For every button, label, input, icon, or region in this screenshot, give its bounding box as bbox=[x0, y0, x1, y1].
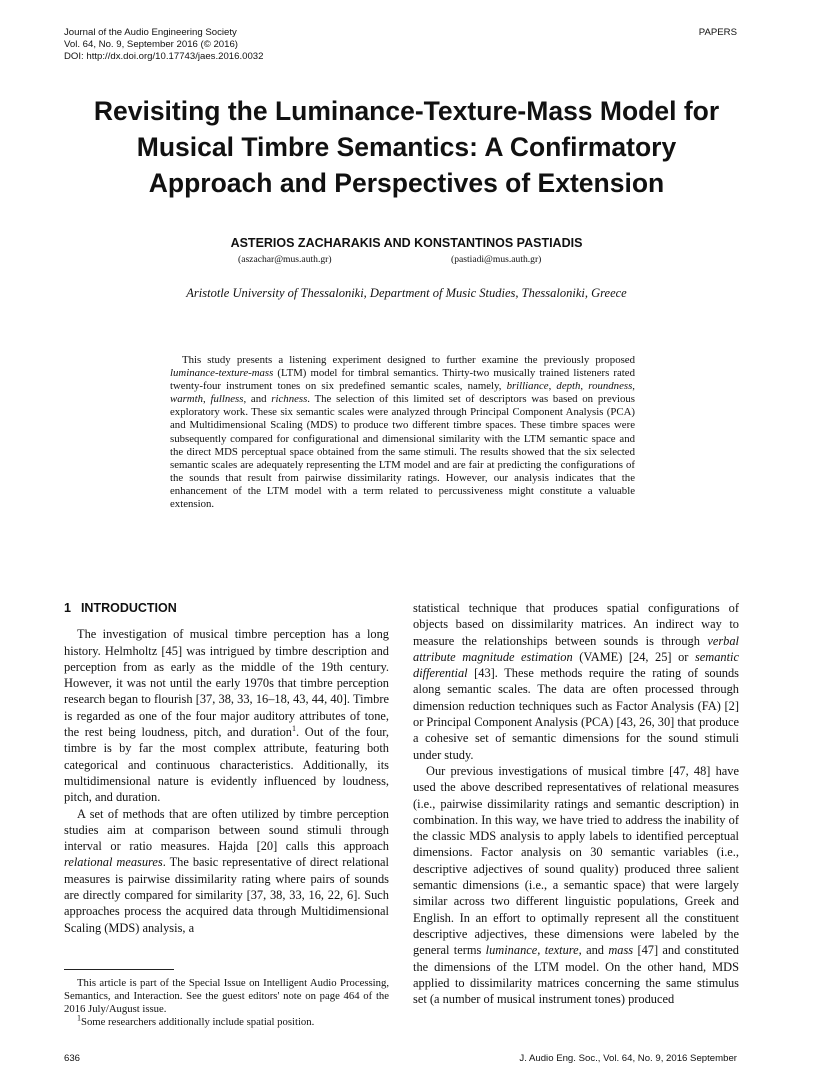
footnote: This article is part of the Special Issue on Intelligent Audio Processing, Semantics, and Interaction. See the guest editors' note on page 464 of the 2016 July/August issue. bbox=[64, 977, 389, 1015]
abstract bbox=[170, 354, 635, 511]
abstract-paragraph: This study presents a listening experiment designed to further examine the previously proposed luminance-texture-mass (LTM) model for timbral semantics. Thirty-two musically trained listeners rated twenty-four instrument tones on six predefined semantic scales, namely, brilliance, depth, roundness, warmth, fullness, and richness. The selection of this limited set of descriptors was based on previous exploratory work. These six semantic scales were analyzed through Principal Component Analysis (PCA) and Multidimensional Scaling (MDS) to produce two different timbre spaces. These timbre spaces were subsequently compared for configurational and dimensional similarity with the LTM semantic space and the direct MDS perceptual space obtained from the same stimuli. The results showed that the six selected semantic scales are adequately representing the LTM model and are fair at predicting the configurations of the sounds that result from pairwise dissimilarity ratings. However, our analysis indicates that the enhancement of the LTM model with a term related to percussiveness might constitute a valuable extension. bbox=[170, 354, 636, 511]
title-line: Revisiting the Luminance-Texture-Mass Model for bbox=[93, 96, 720, 126]
paper-title bbox=[40, 93, 773, 201]
body-paragraph: The investigation of musical timbre perception has a long history. Helmholtz [45] was intrigued by timbre description and perception from as early as the middle of the 19th century. However, it was not until the early 1970s that timbre perception research began to flourish [37, 38, 33, 16–18, 43, 44, 40]. Timbre is regarded as one of the four major auditory attributes of tone, the rest being loudness, pitch, and duration$^1$. Out of the four, timbre is by far the most complex attribute, featuring both categorical and continuous characteristics. Additionally, its multidimensional nature is evidently influenced by loudness, pitch, and duration. bbox=[64, 627, 389, 805]
body-paragraph: Our previous investigations of musical timbre [47, 48] have used the above described representatives of relational measures (i.e., pairwise dissimilarity ratings and semantic description) in combination. In this way, we have tried to address the inability of the classic MDS analysis to apply labels to identified perceptual dimensions. Factor analysis on 30 semantic variables (i.e., descriptive adjectives of sound quality) produced three salient semantic dimensions (i.e., a semantic space) that were largely similar across two different linguistic populations, Greek and English. In an effort to optimally represent all the constituent descriptive adjectives, these dimensions were labeled by the general terms luminance, texture, and mass [47] and constituted the dimensions of the LTM model. On the other hand, MDS applied to dissimilarity matrices concerning the same stimulus set (a number of musical instrument tones) produced bbox=[413, 763, 739, 1007]
body-column-left bbox=[64, 600, 389, 936]
journal-name: Journal of the Audio Engineering Society bbox=[64, 27, 237, 38]
journal-doi: DOI: http://dx.doi.org/10.17743/jaes.2016.0032 bbox=[64, 51, 264, 62]
body-paragraph: statistical technique that produces spatial configurations of objects based on dissimilarity matrices. An indirect way to measure the relationships between sounds is through verbal attribute magnitude estimation (VAME) [24, 25] or semantic differential [43]. These methods require the rating of sounds along semantic scales. The data are often processed through dimension reduction techniques such as Factor Analysis (FA) [2] or Principal Component Analysis (PCA) [43, 26, 30] that produce a cohesive set of semantic dimensions for the sound stimuli under study. bbox=[413, 601, 739, 762]
section-number: 1 bbox=[64, 601, 71, 615]
descriptor-term: roundness bbox=[588, 380, 633, 393]
footnote-marker: 1 bbox=[292, 723, 296, 733]
descriptor-term: richness bbox=[271, 393, 308, 406]
descriptor-term: brilliance bbox=[506, 380, 549, 393]
journal-volume: Vol. 64, No. 9, September 2016 (© 2016) bbox=[64, 39, 238, 50]
footer-citation: J. Audio Eng. Soc., Vol. 64, No. 9, 2016 September bbox=[519, 1053, 737, 1064]
body-column-right bbox=[413, 600, 739, 1007]
author-email-2: (pastiadi@mus.auth.gr) bbox=[451, 254, 542, 265]
section-label: PAPERS bbox=[698, 27, 737, 38]
section-title: INTRODUCTION bbox=[80, 601, 177, 615]
title-line: Approach and Perspectives of Extension bbox=[148, 168, 665, 198]
page-number: 636 bbox=[64, 1053, 81, 1064]
author-email-1: (aszachar@mus.auth.gr) bbox=[238, 254, 332, 265]
title-line: Musical Timbre Semantics: A Confirmatory bbox=[136, 132, 677, 162]
descriptor-term: warmth bbox=[170, 393, 203, 406]
footnotes bbox=[64, 977, 389, 1029]
section-heading bbox=[64, 600, 389, 616]
descriptor-term: depth bbox=[556, 380, 581, 393]
footnote-marker: 1 bbox=[77, 1013, 81, 1023]
author-affiliation: Aristotle University of Thessaloniki, Department of Music Studies, Thessaloniki, Greece bbox=[186, 286, 627, 300]
author-names: ASTERIOS ZACHARAKIS AND KONSTANTINOS PASTIADIS bbox=[230, 236, 583, 250]
body-paragraph: A set of methods that are often utilized by timbre perception studies aim at comparison between sound stimuli through interval or ratio measures. Hajda [20] calls this approach relational measures. The basic representative of direct relational measures is pairwise dissimilarity rating where pairs of sounds are directly compared for similarity [37, 38, 33, 16, 22, 6]. Such approaches process the acquired data through Multidimensional Scaling (MDS) analysis, a bbox=[64, 806, 389, 935]
footnote-divider bbox=[64, 969, 174, 970]
journal-header bbox=[64, 27, 263, 63]
descriptor-term: fullness bbox=[210, 393, 244, 406]
footnote: $^1$Some researchers additionally include spatial position. bbox=[77, 1013, 315, 1028]
